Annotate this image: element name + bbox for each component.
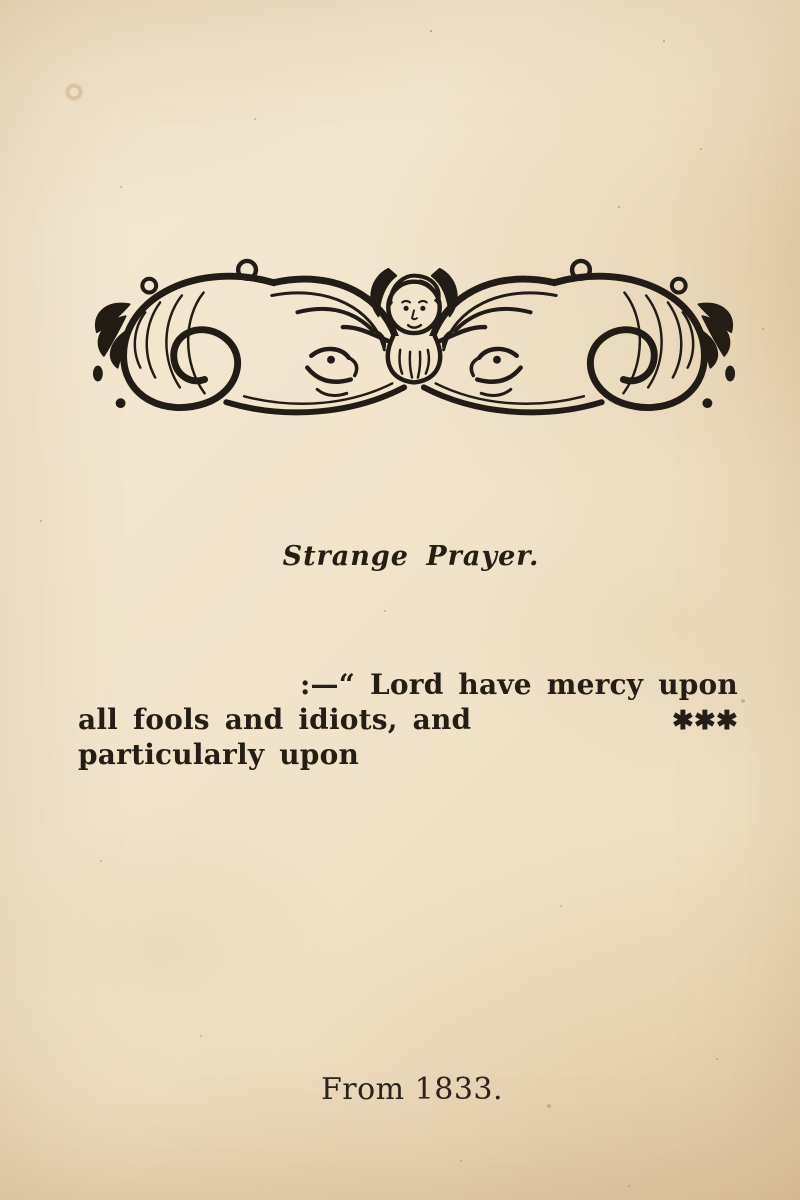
paper-speckles <box>0 0 2 2</box>
prayer-text-block <box>78 667 738 772</box>
prayer-line-2 <box>78 702 738 772</box>
date-caption: From 1833. <box>320 1072 504 1107</box>
asterisk-glyph: ✱ <box>672 706 694 736</box>
page-title: Strange Prayer. <box>282 541 540 572</box>
asterisk-glyph: ✱ <box>716 706 738 736</box>
prayer-line-1: :—“ Lord have mercy upon <box>300 668 738 701</box>
cherub-acanthus-scroll-ornament-icon <box>88 253 740 421</box>
prayer-line-2-text: all fools and idiots, and particularly upon <box>78 703 472 771</box>
asterisk-glyph: ✱ <box>694 706 716 736</box>
